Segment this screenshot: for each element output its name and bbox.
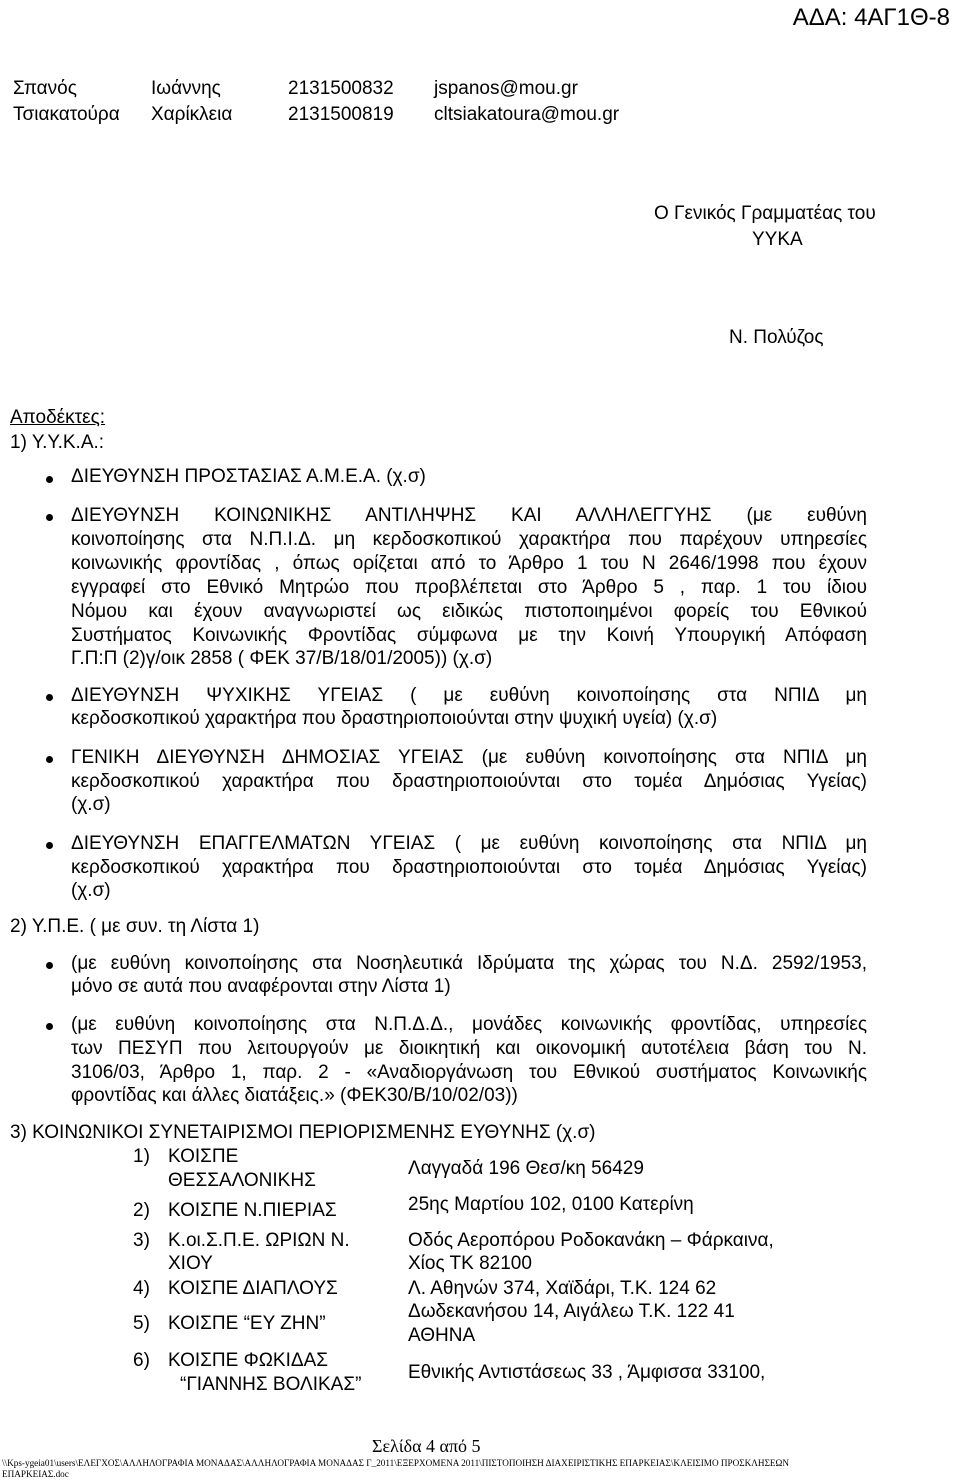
signatory-title-org: ΥΥΚΑ — [752, 229, 803, 250]
bullet-line: Γ.Π:Π (2)γ/οικ 2858 ( ΦΕΚ 37/Β/18/01/2005)) (χ.σ) — [71, 648, 493, 669]
contact-surname: Τσιακατούρα — [13, 104, 120, 125]
bullet-line: (με ευθύνη κοινοποίησης στα Νοσηλευτικά Ιδρύματα της χώρας του Ν.Δ. 2592/1953, — [71, 953, 867, 974]
section-2-label: 2) Υ.Π.Ε. ( με συν. τη Λίστα 1) — [10, 916, 260, 937]
koispe-num: 5) — [133, 1313, 150, 1334]
bullet-dot — [46, 962, 53, 969]
bullet-line: κοινωνικής φροντίδας , όπως ορίζεται από το Άρθρο 1 του Ν 2646/1998 που έχουν — [71, 553, 867, 574]
bullet-line: κερδοσκοπικού χαρακτήρα που δραστηριοποιούνται στην ψυχική υγεία) (χ.σ) — [71, 708, 718, 729]
section-1-label: 1) Υ.Υ.Κ.Α.: — [10, 432, 105, 453]
signatory-title: Ο Γενικός Γραμματέας του — [654, 203, 876, 224]
koispe-name: Κ.οι.Σ.Π.Ε. ΩΡΙΩΝ Ν. — [168, 1230, 350, 1251]
section-3-label: 3) ΚΟΙΝΩΝΙΚΟΙ ΣΥΝΕΤΑΙΡΙΣΜΟΙ ΠΕΡΙΟΡΙΣΜΕΝΗΣ ΕΥΘΥΝΗΣ (χ.σ) — [10, 1122, 596, 1143]
koispe-address: ΑΘΗΝΑ — [408, 1325, 476, 1346]
contact-phone: 2131500819 — [288, 104, 394, 125]
page-number: Σελίδα 4 από 5 — [372, 1436, 481, 1456]
bullet-line: (χ.σ) — [71, 880, 111, 901]
bullet-line: ΓΕΝΙΚΗ ΔΙΕΥΘΥΝΣΗ ΔΗΜΟΣΙΑΣ ΥΓΕΙΑΣ (με ευθύνη κοινοποίησης στα ΝΠΙΔ μη — [71, 747, 867, 768]
koispe-num: 1) — [133, 1146, 150, 1167]
bullet-dot — [46, 514, 53, 521]
bullet-dot — [46, 756, 53, 763]
bullet-line: ΔΙΕΥΘΥΝΣΗ ΨΥΧΙΚΗΣ ΥΓΕΙΑΣ ( με ευθύνη κοινοποίησης στα ΝΠΙΔ μη — [71, 685, 867, 706]
bullet-line: κερδοσκοπικού χαρακτήρα που δραστηριοποιούνται στο τομέα Δημόσιας Υγείας) — [71, 857, 867, 878]
koispe-num: 3) — [133, 1230, 150, 1251]
bullet-line: κοινοποίησης στα Ν.Π.Ι.Δ. μη κερδοσκοπικού χαρακτήρα που παρέχουν υπηρεσίες — [71, 529, 867, 550]
koispe-num: 6) — [133, 1350, 150, 1371]
koispe-name: ΚΟΙΣΠΕ Ν.ΠΙΕΡΙΑΣ — [168, 1200, 337, 1221]
koispe-name: ΚΟΙΣΠΕ — [168, 1146, 239, 1167]
contact-name: Χαρίκλεια — [151, 104, 233, 125]
bullet-line: ΔΙΕΥΘΥΝΣΗ ΕΠΑΓΓΕΛΜΑΤΩΝ ΥΓΕΙΑΣ ( με ευθύνη κοινοποίησης στα ΝΠΙΔ μη — [71, 833, 867, 854]
bullet-line: των ΠΕΣΥΠ που λειτουργούν με διοικητική και οικονομική αυτοτέλεια βάση του Ν. — [71, 1038, 867, 1059]
recipient-bullet: ΔΙΕΥΘΥΝΣΗ ΠΡΟΣΤΑΣΙΑΣ Α.Μ.Ε.Α. (χ.σ) — [71, 466, 426, 487]
koispe-name: ΘΕΣΣΑΛΟΝΙΚΗΣ — [168, 1170, 316, 1191]
koispe-name: “ΓΙΑΝΝΗΣ ΒΟΛΙΚΑΣ” — [180, 1374, 362, 1395]
signatory-name: Ν. Πολύζος — [729, 327, 824, 348]
file-path: \\Kps-ygeia01\users\ΕΛΕΓΧΟΣ\ΑΛΛΗΛΟΓΡΑΦΙΑ ΜΟΝΑΔΑΣ\ΑΛΛΗΛΟΓΡΑΦΙΑ ΜΟΝΑΔΑΣ Γ_2011\ΕΞΕΡΧΟΜΕΝΑ 2011\ΠΙΣΤΟΠΟΙΗΣΗ ΔΙΑΧΕΙΡΙΣΤΙΚΗΣ ΕΠΑΡΚΕΙΑΣ\ΚΛΕΙΣΙΜΟ ΠΡΟΣΚΛΗΣΕΩΝ — [2, 1458, 789, 1468]
bullet-dot — [46, 476, 53, 483]
koispe-address: Χίος ΤΚ 82100 — [408, 1253, 532, 1274]
bullet-line: (χ.σ) — [71, 794, 111, 815]
koispe-address: Εθνικής Αντιστάσεως 33 , Άμφισσα 33100, — [408, 1362, 766, 1383]
contact-email[interactable]: cltsiakatoura@mou.gr — [434, 104, 620, 125]
bullet-dot — [46, 842, 53, 849]
file-path-cont: ΕΠΑΡΚΕΙΑΣ.doc — [2, 1469, 69, 1479]
recipients-heading: Αποδέκτες: — [10, 407, 106, 428]
koispe-address: 25ης Μαρτίου 102, 0100 Κατερίνη — [408, 1194, 694, 1215]
bullet-line: μόνο σε αυτά που αναφέρονται στην Λίστα 1) — [71, 976, 451, 997]
bullet-line: ΔΙΕΥΘΥΝΣΗ ΚΟΙΝΩΝΙΚΗΣ ΑΝΤΙΛΗΨΗΣ ΚΑΙ ΑΛΛΗΛΕΓΓΥΗΣ (με ευθύνη — [71, 505, 867, 526]
contact-name: Ιωάννης — [151, 78, 221, 99]
contact-phone: 2131500832 — [288, 78, 394, 99]
koispe-name: ΚΟΙΣΠΕ ΦΩΚΙΔΑΣ — [168, 1350, 328, 1371]
bullet-line: κερδοσκοπικού χαρακτήρα που δραστηριοποιούνται στο τομέα Δημόσιας Υγείας) — [71, 771, 867, 792]
koispe-address: Λαγγαδά 196 Θεσ/κη 56429 — [408, 1158, 644, 1179]
koispe-num: 4) — [133, 1278, 150, 1299]
koispe-name: ΚΟΙΣΠΕ “ΕΥ ΖΗΝ” — [168, 1313, 326, 1334]
bullet-line: (με ευθύνη κοινοποίησης στα Ν.Π.Δ.Δ., μονάδες κοινωνικής φροντίδας, υπηρεσίες — [71, 1014, 867, 1035]
bullet-line: φροντίδας και άλλες διατάξεις.» (ΦΕΚ30/Β/10/02/03)) — [71, 1085, 518, 1106]
koispe-address: Οδός Αεροπόρου Ροδοκανάκη – Φάρκαινα, — [408, 1230, 774, 1251]
bullet-line: Νόμου και έχουν αναγνωριστεί ως ειδικώς πιστοποιημένοι φορείς του Εθνικού — [71, 601, 867, 622]
koispe-name: ΧΙΟΥ — [168, 1253, 213, 1274]
koispe-num: 2) — [133, 1200, 150, 1221]
bullet-dot — [46, 694, 53, 701]
ada-code: ΑΔΑ: 4ΑΓ1Θ-8 — [792, 4, 950, 31]
bullet-line: εγγραφεί στο Εθνικό Μητρώο που προβλέπεται στο Άρθρο 5 , παρ. 1 του ίδιου — [71, 577, 867, 598]
bullet-line: 3106/03, Άρθρο 1, παρ. 2 - «Αναδιοργάνωση του Εθνικού συστήματος Κοινωνικής — [71, 1062, 867, 1083]
koispe-address: Δωδεκανήσου 14, Αιγάλεω Τ.Κ. 122 41 — [408, 1301, 735, 1322]
bullet-dot — [46, 1023, 53, 1030]
contact-email[interactable]: jspanos@mou.gr — [434, 78, 578, 99]
koispe-address: Λ. Αθηνών 374, Χαϊδάρι, Τ.Κ. 124 62 — [408, 1278, 717, 1299]
koispe-name: ΚΟΙΣΠΕ ΔΙΑΠΛΟΥΣ — [168, 1278, 338, 1299]
bullet-line: Συστήματος Κοινωνικής Φροντίδας σύμφωνα με την Κοινή Υπουργική Απόφαση — [71, 625, 867, 646]
contact-surname: Σπανός — [13, 78, 77, 99]
